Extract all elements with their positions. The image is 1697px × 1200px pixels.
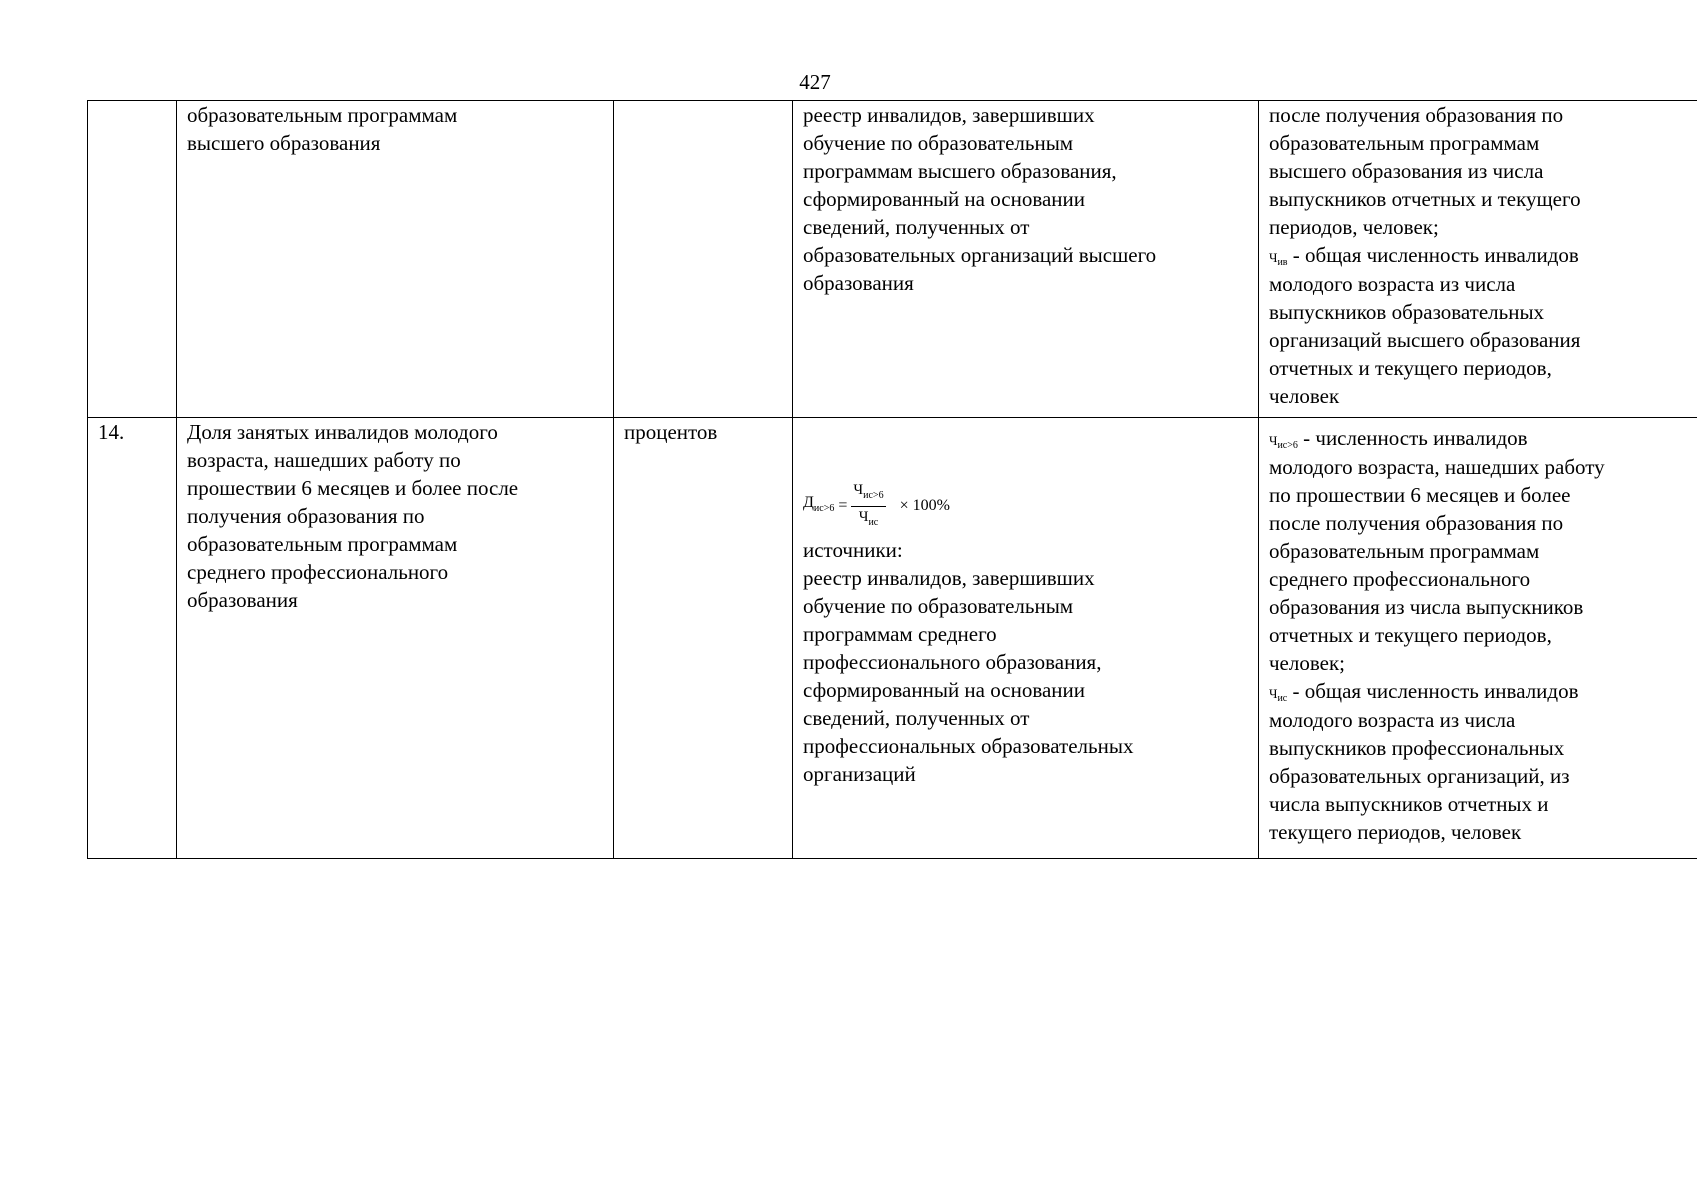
variable-symbol: [1269, 433, 1298, 451]
fraction-denominator: [859, 508, 879, 532]
text-line: образования: [803, 271, 914, 295]
text-line: образовательным программам: [1269, 539, 1540, 563]
text-line: прошествии 6 месяцев и более после: [187, 476, 519, 500]
variable-symbol: [1269, 686, 1288, 704]
symbol-letter: Д: [803, 493, 814, 511]
symbol-subscript: ис: [868, 516, 879, 528]
text-line: человек;: [1269, 651, 1346, 675]
symbol-subscript: ив: [1277, 257, 1288, 268]
text-line: образования из числа выпускников: [1269, 595, 1584, 619]
formula-multiplier: × 100%: [899, 497, 950, 514]
text-line: выпускников профессиональных: [1269, 736, 1565, 760]
text-line: организаций высшего образования: [1269, 328, 1581, 352]
indicator-name-cell: [177, 418, 614, 859]
text-line: числа выпускников отчетных и: [1269, 792, 1549, 816]
unit-cell: процентов: [614, 418, 793, 859]
text-line: высшего образования из числа: [1269, 159, 1544, 183]
row-number-cell: 14.: [88, 418, 177, 859]
text-line: выпускников образовательных: [1269, 300, 1545, 324]
text-line: программам высшего образования,: [803, 159, 1117, 183]
text-line: сформированный на основании: [803, 187, 1085, 211]
text-line: организаций: [803, 762, 916, 786]
text-line: обучение по образовательным: [803, 131, 1074, 155]
text-line: образовательным программам: [1269, 131, 1540, 155]
formula-lhs: [803, 489, 834, 523]
indicator-table: [87, 100, 1697, 859]
page-number: 427: [799, 70, 831, 94]
symbol-subscript: ис>6: [863, 489, 884, 501]
text-line: источники:: [803, 538, 903, 562]
text-line: сформированный на основании: [803, 678, 1085, 702]
text-line: молодого возраста из числа: [1269, 708, 1516, 732]
text-line: после получения образования по: [1269, 511, 1564, 535]
fraction-numerator: [851, 481, 885, 505]
text-line: возраста, нашедших работу по: [187, 448, 461, 472]
text-line: молодого возраста из числа: [1269, 272, 1516, 296]
text-line: реестр инвалидов, завершивших: [803, 103, 1095, 127]
text-line: обучение по образовательным: [803, 594, 1074, 618]
text-line: профессионального образования,: [803, 650, 1102, 674]
row-number-cell: [88, 101, 177, 418]
variable-definition: [1269, 677, 1687, 706]
symbol-letter: Ч: [1269, 250, 1278, 265]
text-line: программам среднего: [803, 622, 997, 646]
text-line: Доля занятых инвалидов молодого: [187, 420, 498, 444]
notes-cell: [1259, 101, 1697, 418]
text-line: образовательным программам: [187, 532, 458, 556]
variable-definition: [1269, 424, 1687, 453]
text-line: человек: [1269, 384, 1340, 408]
text-line: отчетных и текущего периодов,: [1269, 623, 1552, 647]
text-line: - общая численность инвалидов: [1287, 679, 1579, 703]
formula-equals: =: [838, 497, 848, 514]
text-line: периодов, человек;: [1269, 215, 1439, 239]
text-line: среднего профессионального: [187, 560, 449, 584]
indicator-name-cell: [177, 101, 614, 418]
variable-symbol: [1269, 250, 1288, 268]
variable-definition: [1269, 241, 1687, 270]
symbol-letter: Ч: [853, 481, 864, 498]
text-line: текущего периодов, человек: [1269, 820, 1522, 844]
text-line: образовательным программам: [187, 103, 458, 127]
text-line: молодого возраста, нашедших работу: [1269, 455, 1605, 479]
text-line: образовательных организаций, из: [1269, 764, 1570, 788]
text-line: сведений, полученных от: [803, 706, 1030, 730]
method-cell: [793, 418, 1259, 859]
text-line: образовательных организаций высшего: [803, 243, 1157, 267]
text-line: высшего образования: [187, 131, 381, 155]
text-line: сведений, полученных от: [803, 215, 1030, 239]
text-line: - численность инвалидов: [1297, 426, 1528, 450]
fraction-bar: [851, 506, 885, 507]
text-line: - общая численность инвалидов: [1287, 243, 1579, 267]
text-line: реестр инвалидов, завершивших: [803, 566, 1095, 590]
unit-cell: [614, 101, 793, 418]
text-line: профессиональных образовательных: [803, 734, 1134, 758]
symbol-letter: Ч: [1269, 433, 1278, 448]
text-line: получения образования по: [187, 504, 425, 528]
notes-cell: [1259, 418, 1697, 859]
symbol-subscript: ис>6: [1277, 440, 1298, 451]
symbol-subscript: ис: [1277, 693, 1288, 704]
symbol-subscript: ис>6: [813, 503, 835, 515]
table-row: [88, 418, 1697, 859]
symbol-letter: Ч: [858, 508, 869, 525]
text-line: отчетных и текущего периодов,: [1269, 356, 1552, 380]
text-line: образования: [187, 588, 298, 612]
method-cell: [793, 101, 1259, 418]
formula: [803, 476, 1248, 536]
formula-fraction: [851, 481, 885, 532]
text-line: по прошествии 6 месяцев и более: [1269, 483, 1571, 507]
symbol-letter: Ч: [1269, 686, 1278, 701]
text-line: выпускников отчетных и текущего: [1269, 187, 1581, 211]
text-line: после получения образования по: [1269, 103, 1564, 127]
table-row: [88, 101, 1697, 418]
text-line: среднего профессионального: [1269, 567, 1531, 591]
